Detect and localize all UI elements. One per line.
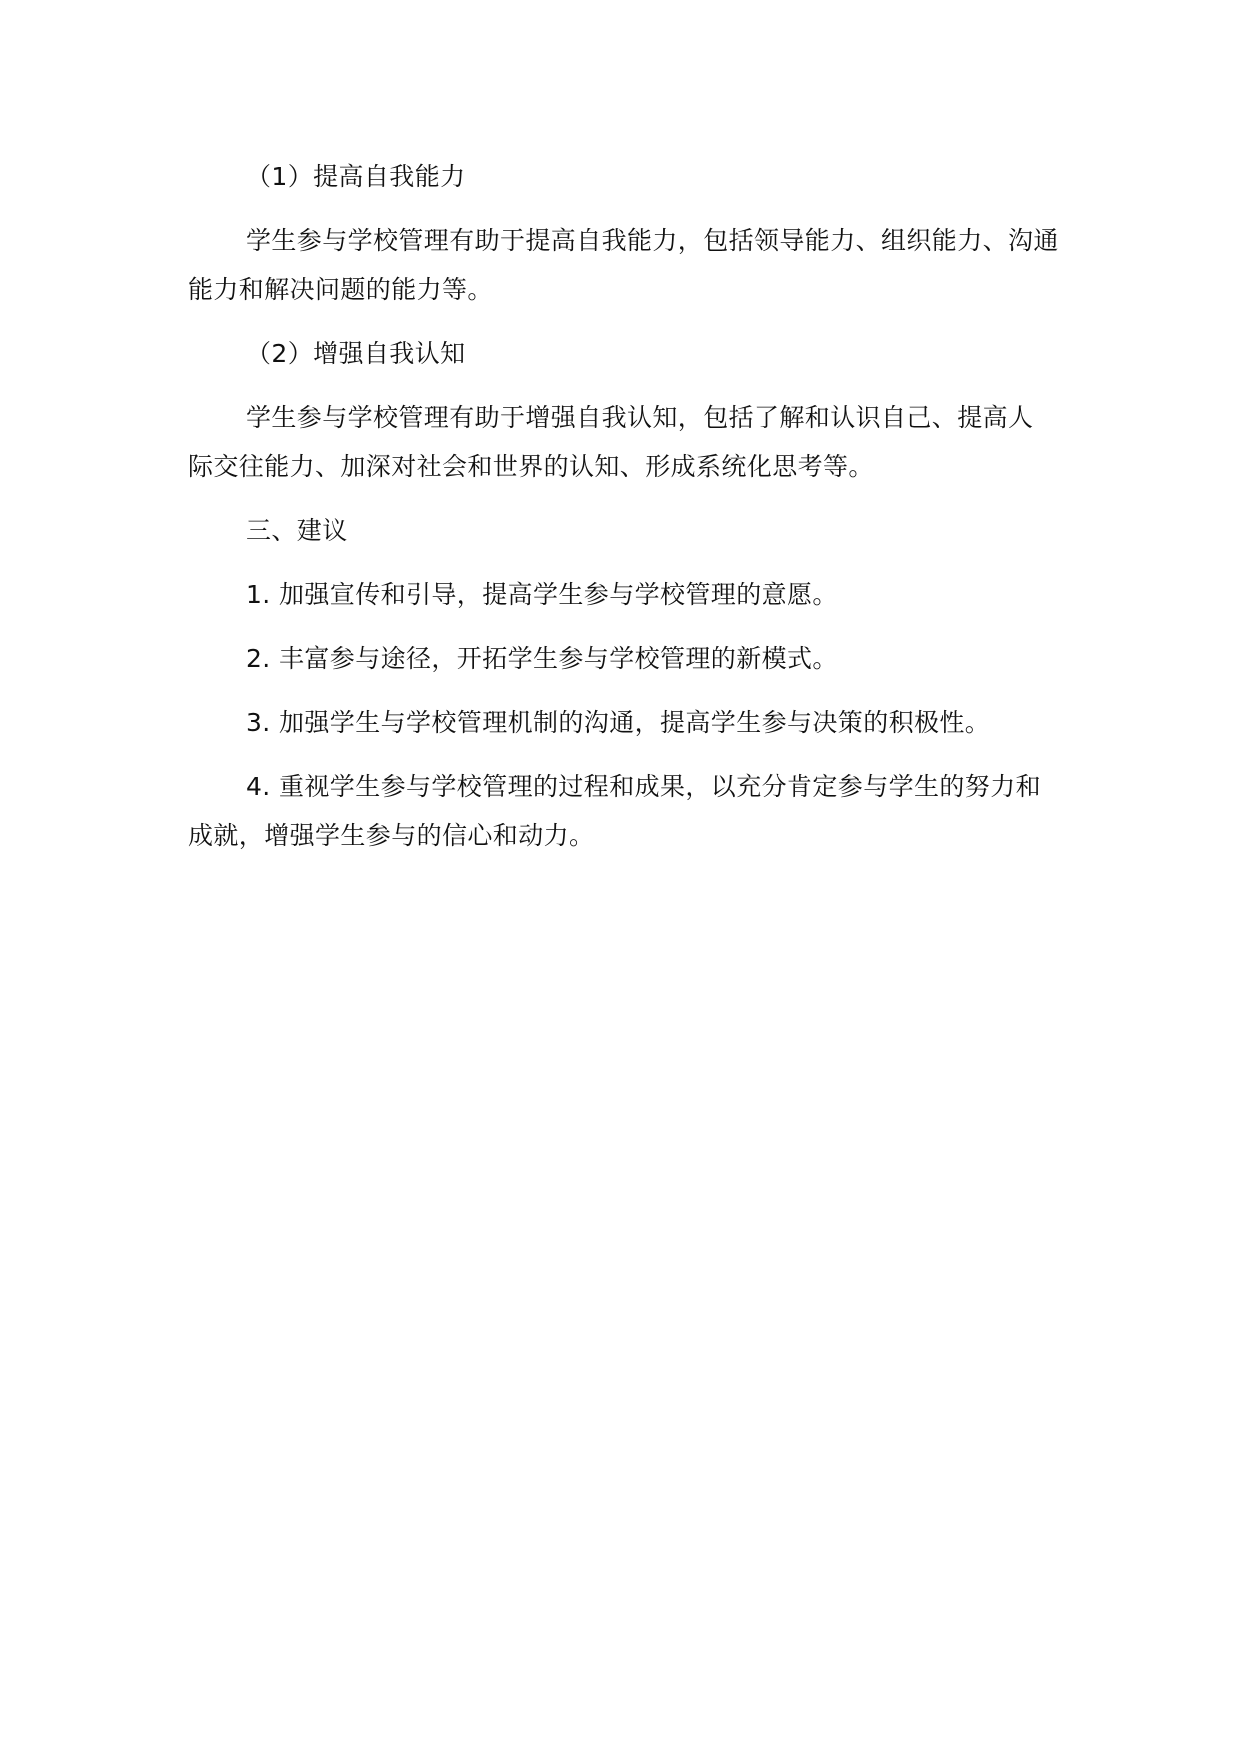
suggestion-item-1: 1. 加强宣传和引导，提高学生参与学校管理的意愿。 bbox=[246, 580, 838, 609]
suggestion-item-2: 2. 丰富参与途径，开拓学生参与学校管理的新模式。 bbox=[246, 644, 838, 673]
heading-suggestions: 三、建议 bbox=[246, 516, 348, 545]
subheading-enhance-self-cognition: （2）增强自我认知 bbox=[246, 339, 466, 368]
subheading-improve-self-ability: （1）提高自我能力 bbox=[246, 162, 466, 191]
document-body bbox=[188, 152, 1073, 860]
paragraph-self-ability: 学生参与学校管理有助于提高自我能力，包括领导能力、组织能力、沟通能力和解决问题的能力等。 bbox=[188, 226, 1059, 304]
suggestion-item-4: 4. 重视学生参与学校管理的过程和成果，以充分肯定参与学生的努力和成就，增强学生参与的信心和动力。 bbox=[188, 772, 1042, 850]
suggestion-item-3: 3. 加强学生与学校管理机制的沟通，提高学生参与决策的积极性。 bbox=[246, 708, 991, 737]
paragraph-self-cognition: 学生参与学校管理有助于增强自我认知，包括了解和认识自己、提高人际交往能力、加深对社会和世界的认知、形成系统化思考等。 bbox=[188, 403, 1034, 481]
